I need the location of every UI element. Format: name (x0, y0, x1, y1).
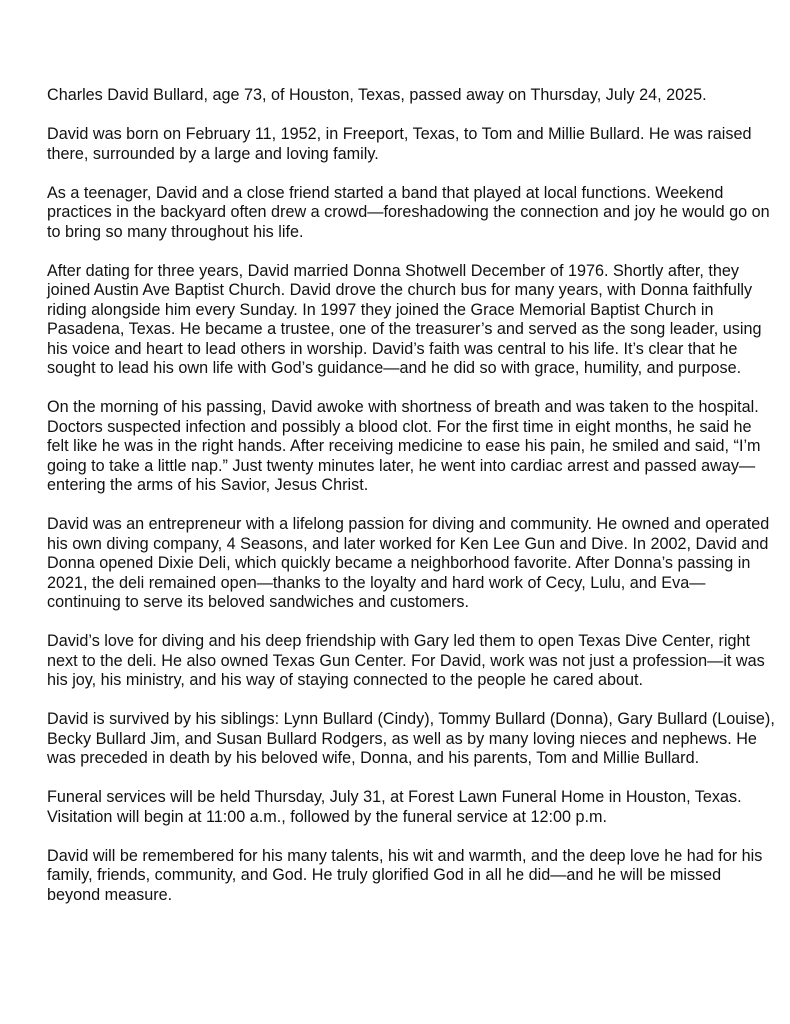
paragraph-survivors: David is survived by his siblings: Lynn Bullard (Cindy), Tommy Bullard (Donna), Gary Bullard (Louise), Becky Bullard Jim, and Susan Bullard Rodgers, as well as by many loving nieces and nephews. He was preceded in death by his beloved wife, Donna, and his parents, Tom and Millie Bullard. (47, 710, 775, 767)
paragraph-announcement: Charles David Bullard, age 73, of Houston, Texas, passed away on Thursday, July 24, 2025. (47, 86, 707, 104)
paragraph-dive-center: David’s love for diving and his deep friendship with Gary led them to open Texas Dive Center, right next to the deli. He also owned Texas Gun Center. For David, work was not just a profession—it was his joy, his ministry, and his way of staying connected to the people he cared about. (47, 632, 765, 689)
paragraph-funeral-services: Funeral services will be held Thursday, July 31, at Forest Lawn Funeral Home in Houston, Texas. (47, 788, 742, 806)
paragraph-remembrance: David will be remembered for his many talents, his wit and warmth, and the deep love he had for his family, friends, community, and God. He truly glorified God in all he did—and he will be missed beyond measure. (47, 846, 763, 904)
paragraph-birth: David was born on February 11, 1952, in Freeport, Texas, to Tom and Millie Bullard. He was raised there, surrounded by a large and loving family. (47, 125, 752, 163)
obituary-document (47, 86, 777, 925)
paragraph-passing: On the morning of his passing, David awoke with shortness of breath and was taken to the hospital. Doctors suspected infection and possibly a blood clot. For the first time in eight months, he said he felt like he was in the right hands. After receiving medicine to ease his pain, he smiled and said, “I’m going to take a little nap.” Just twenty minutes later, he went into cardiac arrest and passed away—entering the arms of his Savior, Jesus Christ. (47, 398, 761, 494)
paragraph-teenage-band: As a teenager, David and a close friend started a band that played at local functions. Weekend practices in the backyard often drew a crowd—foreshadowing the connection and joy he would go on to bring so many throughout his life. (47, 183, 770, 241)
paragraph-marriage-faith: After dating for three years, David married Donna Shotwell December of 1976. Shortly after, they joined Austin Ave Baptist Church. David drove the church bus for many years, with Donna faithfully riding alongside him every Sunday. In 1997 they joined the Grace Memorial Baptist Church in Pasadena, Texas. He became a trustee, one of the treasurer’s and served as the song leader, using his voice and heart to lead others in worship. David’s faith was central to his life. It’s clear that he sought to lead his own life with God’s guidance—and he did so with grace, humility, and purpose. (47, 261, 762, 377)
paragraph-visitation: Visitation will begin at 11:00 a.m., followed by the funeral service at 12:00 p.m. (47, 807, 607, 826)
paragraph-entrepreneur: David was an entrepreneur with a lifelong passion for diving and community. He owned and operated his own diving company, 4 Seasons, and later worked for Ken Lee Gun and Dive. In 2002, David and Donna opened Dixie Deli, which quickly became a neighborhood favorite. After Donna’s passing in 2021, the deli remained open—thanks to the loyalty and hard work of Cecy, Lulu, and Eva—continuing to serve its beloved sandwiches and customers. (47, 515, 770, 611)
